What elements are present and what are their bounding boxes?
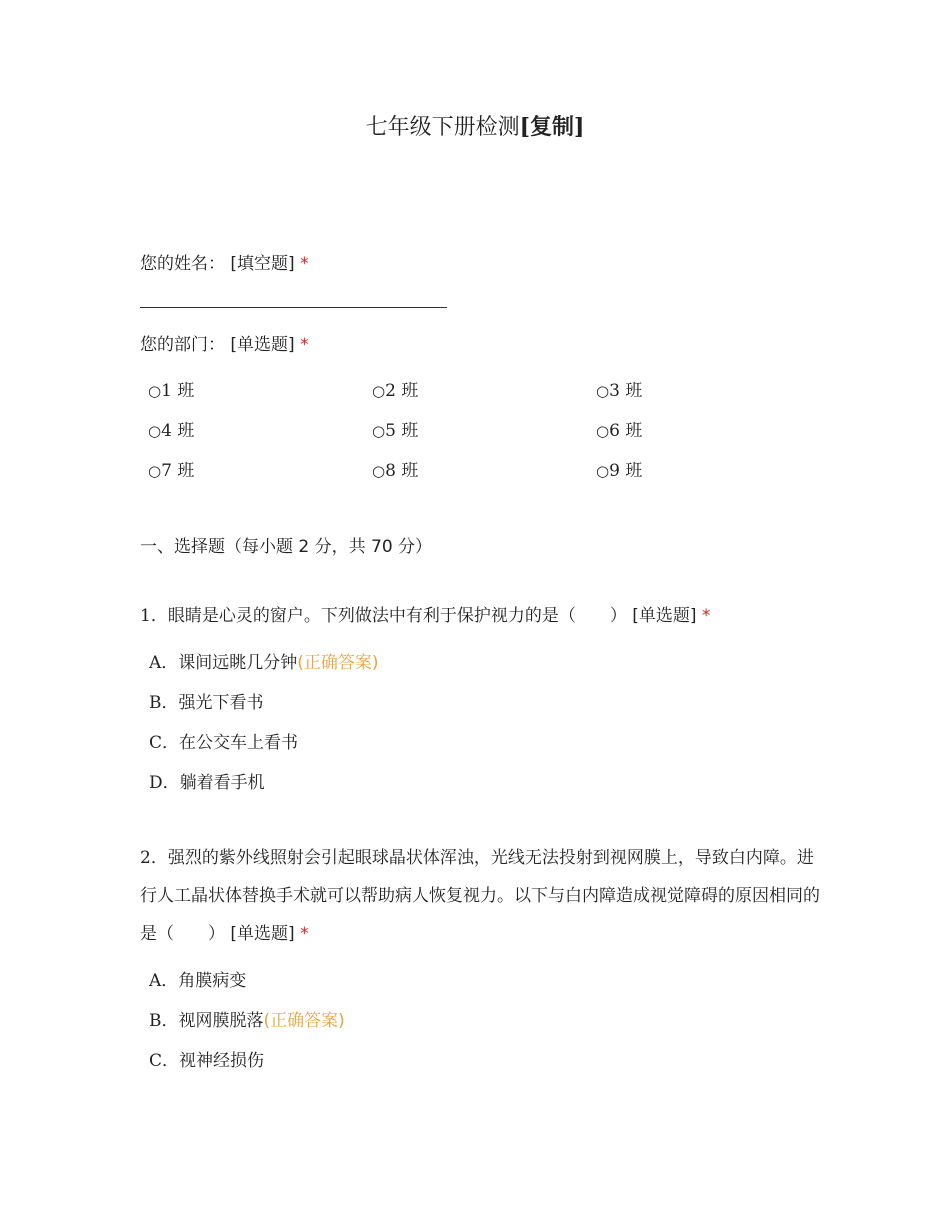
option-letter: A． xyxy=(149,653,179,673)
radio-option-class-2[interactable] xyxy=(372,379,418,403)
dept-question-text: 您的部门： xyxy=(140,335,225,355)
title-suffix: [复制] xyxy=(519,114,585,140)
radio-option-label: 4 班 xyxy=(161,421,195,441)
radio-option-label: 6 班 xyxy=(609,421,643,441)
option-letter: A． xyxy=(149,971,179,991)
radio-option-label: 2 班 xyxy=(385,381,419,401)
correct-answer-tag: (正确答案) xyxy=(297,653,379,673)
question-number: 2． xyxy=(140,848,168,868)
required-mark: * xyxy=(300,254,309,274)
correct-answer-tag: (正确答案) xyxy=(263,1011,345,1031)
section-heading: 一、选择题（每小题 2 分，共 70 分） xyxy=(140,537,433,557)
option-text: 课间远眺几分钟 xyxy=(178,653,298,673)
required-mark: * xyxy=(300,924,309,944)
option-text: 视神经损伤 xyxy=(179,1051,265,1071)
question-type: [填空题] xyxy=(230,254,295,274)
option-text: 强光下看书 xyxy=(178,693,264,713)
question-text: 强烈的紫外线照射会引起眼球晶状体浑浊，光线无法投射到视网膜上，导致白内障。进行人工晶状体替换手术就可以帮助病人恢复视力。以下与白内障造成视觉障碍的原因相同的是（ ） xyxy=(140,848,820,944)
option-letter: D． xyxy=(149,773,180,793)
question-2 xyxy=(140,839,830,953)
radio-option-class-8[interactable] xyxy=(372,459,418,483)
name-question-text: 您的姓名： xyxy=(140,254,225,274)
option-letter: B． xyxy=(149,693,179,713)
radio-circle-icon[interactable]: ○ xyxy=(148,382,162,400)
q1-option-c[interactable] xyxy=(149,731,298,755)
radio-circle-icon[interactable]: ○ xyxy=(596,462,610,480)
dept-question-label xyxy=(140,333,309,357)
radio-option-class-6[interactable] xyxy=(596,419,642,443)
question-1 xyxy=(140,597,830,635)
option-letter: C． xyxy=(149,733,180,753)
page-title xyxy=(0,110,950,141)
q1-option-d[interactable] xyxy=(149,771,265,795)
name-input-line[interactable] xyxy=(140,307,447,308)
radio-circle-icon[interactable]: ○ xyxy=(148,462,162,480)
option-text: 躺着看手机 xyxy=(179,773,265,793)
required-mark: * xyxy=(300,335,309,355)
radio-circle-icon[interactable]: ○ xyxy=(372,462,386,480)
radio-option-class-5[interactable] xyxy=(372,419,418,443)
title-main: 七年级下册检测 xyxy=(365,115,520,140)
radio-option-label: 1 班 xyxy=(161,381,195,401)
radio-circle-icon[interactable]: ○ xyxy=(148,422,162,440)
q1-option-b[interactable] xyxy=(149,691,264,715)
name-question-label xyxy=(140,252,309,276)
radio-option-class-9[interactable] xyxy=(596,459,642,483)
q2-option-a[interactable] xyxy=(149,969,246,993)
required-mark: * xyxy=(701,606,711,626)
option-letter: C． xyxy=(149,1051,180,1071)
radio-circle-icon[interactable]: ○ xyxy=(372,422,386,440)
radio-option-class-4[interactable] xyxy=(148,419,194,443)
option-text: 在公交车上看书 xyxy=(179,733,299,753)
radio-circle-icon[interactable]: ○ xyxy=(372,382,386,400)
radio-option-label: 7 班 xyxy=(161,461,195,481)
option-letter: B． xyxy=(149,1011,179,1031)
question-number: 1． xyxy=(140,606,168,626)
radio-option-class-7[interactable] xyxy=(148,459,194,483)
radio-option-class-1[interactable] xyxy=(148,379,194,403)
radio-option-class-3[interactable] xyxy=(596,379,642,403)
option-text: 角膜病变 xyxy=(178,971,247,991)
radio-option-label: 5 班 xyxy=(385,421,419,441)
radio-circle-icon[interactable]: ○ xyxy=(596,382,610,400)
q2-option-c[interactable] xyxy=(149,1049,264,1073)
question-text: 眼睛是心灵的窗户。下列做法中有利于保护视力的是（ ） xyxy=(167,606,627,626)
radio-circle-icon[interactable]: ○ xyxy=(596,422,610,440)
q2-option-b[interactable] xyxy=(149,1009,345,1033)
q1-option-a[interactable] xyxy=(149,651,379,675)
radio-option-label: 8 班 xyxy=(385,461,419,481)
question-type: [单选题] xyxy=(230,335,295,355)
radio-option-label: 3 班 xyxy=(609,381,643,401)
question-type: [单选题] xyxy=(632,606,697,626)
option-text: 视网膜脱落 xyxy=(178,1011,264,1031)
radio-option-label: 9 班 xyxy=(609,461,643,481)
question-type: [单选题] xyxy=(230,924,295,944)
